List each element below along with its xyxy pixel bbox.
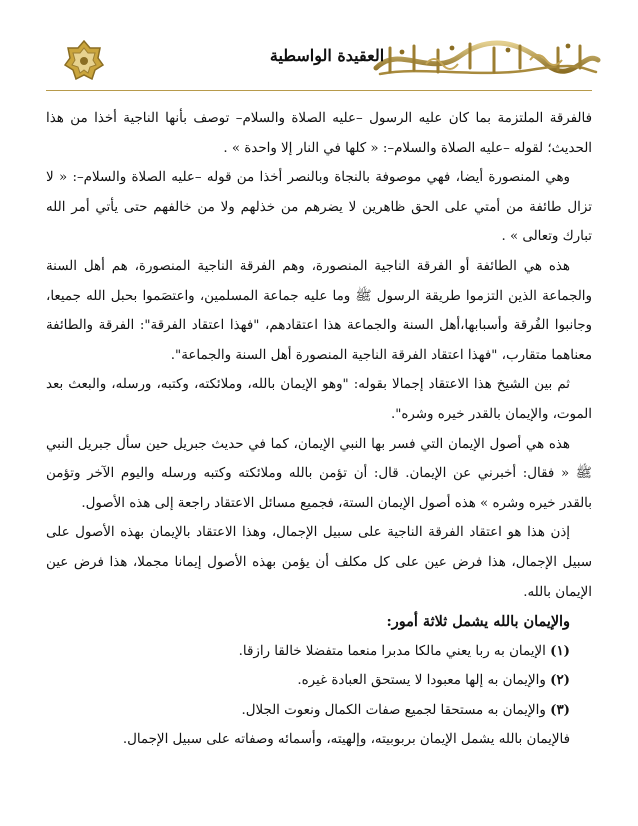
list-item <box>46 666 592 696</box>
paragraph: إذن هذا هو اعتقاد الفرقة الناجية على سبيل الإجمال، وهذا الاعتقاد بالإيمان بهذه الأصول على سبيل الإجمال، هذا فرض عين على كل مكلف أن يؤمن بهذه الأصول إيمانا مجملا، هذا فرض عين الإيمان بالله. <box>46 525 592 600</box>
list-item <box>46 637 592 667</box>
list-text: والإيمان به إلها معبودا لا يستحق العبادة غيره. <box>297 673 546 689</box>
list-number: (٢) <box>550 672 570 689</box>
document-title: العقيدة الواسطية <box>269 46 385 65</box>
calligraphy-logo-icon <box>370 38 602 82</box>
section-heading: والإيمان بالله يشمل ثلاثة أمور: <box>386 613 570 631</box>
paragraph: هذه هي الطائفة أو الفرقة الناجية المنصورة، وهم الفرقة الناجية المنصورة، هم أهل السنة والجماعة الذين التزموا طريقة الرسول ﷺ وما عليه جماعة المسلمين، واعتصَموا بحبل الله جميعا، وجانبوا الفُرقة وأسبابها،أهل السنة والجماعة هذا اعتقادهم، "فهذا اعتقاد الفرقة": الفرقة والطائفة معناهما متقارب، "فهذا اعتقاد الفرقة الناجية المنصورة أهل السنة والجماعة". <box>46 258 592 363</box>
page-header <box>0 0 638 96</box>
corner-emblem <box>64 40 104 80</box>
list-number: (٣) <box>550 701 570 718</box>
paragraph: ثم بين الشيخ هذا الاعتقاد إجمالا بقوله: "وهو الإيمان بالله، وملائكته، وكتبه، ورسله، والبعث بعد الموت، والإيمان بالقدر خيره وشره". <box>46 377 592 422</box>
list-text: الإيمان به ربا يعني مالكا مدبرا منعما متفضلا خالقا رازقا. <box>238 643 546 659</box>
summary-paragraph: فالإيمان بالله يشمل الإيمان بربوبيته، وإلهيته، وأسمائه وصفاته على سبيل الإجمال. <box>122 732 570 748</box>
paragraph: فالفرقة الملتزمة بما كان عليه الرسول –عليه الصلاة والسلام– توصف بأنها الناجية أخذا من هذا الحديث؛ لقوله –عليه الصلاة والسلام–: « كلها في النار إلا واحدة » . <box>46 111 592 156</box>
paragraph: وهي المنصورة أيضا، فهي موصوفة بالنجاة وبالنصر أخذا من قوله –عليه الصلاة والسلام–: « لا تزال طائفة من أمتي على الحق ظاهرين لا يضرهم من خذلهم ولا من خالفهم حتى يأتي أمر الله تبارك وتعالى » . <box>46 170 592 245</box>
list-text: والإيمان به مستحقا لجميع صفات الكمال ونعوت الجلال. <box>241 702 546 718</box>
paragraph: هذه هي أصول الإيمان التي فسر بها النبي الإيمان، كما في حديث جبريل حين سأل جبريل النبي ﷺ « فقال: أخبرني عن الإيمان. قال: أن تؤمن بالله وملائكته وكتبه ورسله واليوم الآخر وتؤمن بالقدر خيره وشره » هذه أصول الإيمان الستة، فجميع مسائل الاعتقاد راجعة إلى هذه الأصول. <box>46 436 592 511</box>
emblem-icon <box>64 40 104 80</box>
document-body <box>46 104 592 755</box>
header-divider <box>46 90 592 91</box>
brand-logo <box>370 38 602 82</box>
list-number: (١) <box>550 642 570 659</box>
list-item <box>46 696 592 726</box>
